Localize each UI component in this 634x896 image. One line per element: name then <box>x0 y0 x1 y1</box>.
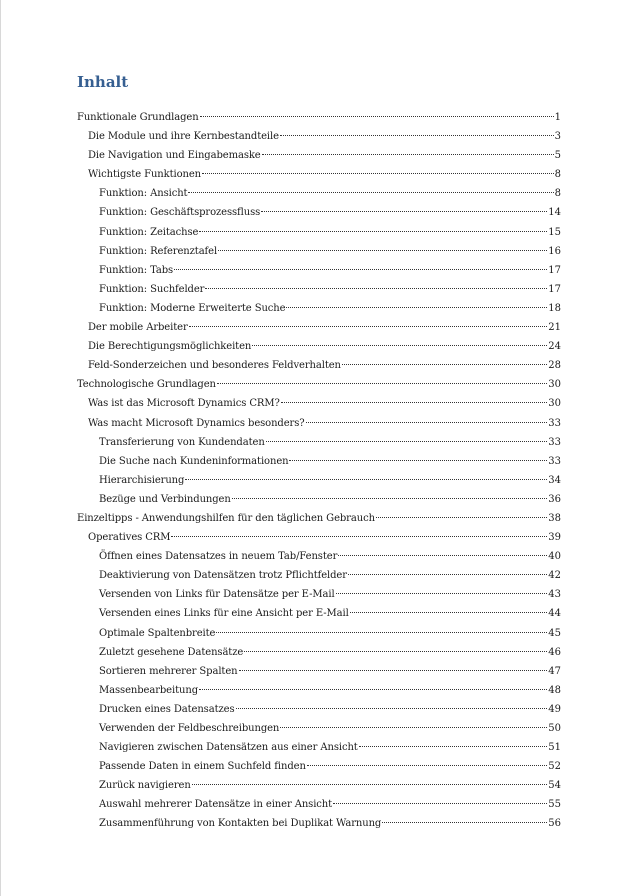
toc-entry-title: Hierarchisierung <box>99 474 185 486</box>
toc-entry[interactable] <box>77 318 561 337</box>
toc-page-number: 43 <box>548 589 561 601</box>
toc-dot-leader <box>261 211 547 212</box>
toc-dot-leader <box>286 307 547 308</box>
toc-entry-title: Die Module und ihre Kernbestandteile <box>88 131 279 143</box>
toc-page-number: 17 <box>548 283 561 295</box>
toc-entry[interactable] <box>77 814 561 833</box>
toc-entry-title: Bezüge und Verbindungen <box>99 493 231 505</box>
toc-dot-leader <box>336 593 548 594</box>
table-of-contents <box>77 108 561 834</box>
toc-entry[interactable] <box>77 452 561 471</box>
toc-entry[interactable] <box>77 414 561 433</box>
toc-page-number: 45 <box>548 627 561 639</box>
toc-entry[interactable] <box>77 795 561 814</box>
toc-entry[interactable] <box>77 700 561 719</box>
toc-page-number: 51 <box>548 742 561 754</box>
toc-entry[interactable] <box>77 433 561 452</box>
toc-entry[interactable] <box>77 681 561 700</box>
toc-page-number: 30 <box>548 379 561 391</box>
toc-entry-title: Wichtigste Funktionen <box>88 169 202 181</box>
toc-page-number: 16 <box>548 245 561 257</box>
toc-dot-leader <box>189 326 548 327</box>
toc-dot-leader <box>252 345 547 346</box>
toc-dot-leader <box>192 784 548 785</box>
toc-entry-title: Funktion: Geschäftsprozessfluss <box>99 207 261 219</box>
toc-entry[interactable] <box>77 375 561 394</box>
toc-page-number: 46 <box>548 646 561 658</box>
toc-dot-leader <box>239 670 548 671</box>
toc-entry[interactable] <box>77 566 561 585</box>
toc-dot-leader <box>171 536 547 537</box>
toc-dot-leader <box>216 632 547 633</box>
toc-dot-leader <box>280 727 547 728</box>
toc-dot-leader <box>348 574 547 575</box>
toc-entry-title: Sortieren mehrerer Spalten <box>99 665 238 677</box>
toc-heading: Inhalt <box>77 73 129 91</box>
toc-page-number: 8 <box>554 169 561 181</box>
toc-entry-title: Deaktivierung von Datensätzen trotz Pflichtfelder <box>99 570 347 582</box>
toc-dot-leader <box>376 517 547 518</box>
toc-dot-leader <box>202 173 554 174</box>
toc-entry-title: Einzeltipps - Anwendungshilfen für den täglichen Gebrauch <box>77 512 375 524</box>
toc-dot-leader <box>199 231 547 232</box>
toc-dot-leader <box>289 460 547 461</box>
toc-entry-title: Zuletzt gesehene Datensätze <box>99 646 244 658</box>
toc-dot-leader <box>280 135 554 136</box>
toc-entry-title: Transferierung von Kundendaten <box>99 436 265 448</box>
toc-entry[interactable] <box>77 165 561 184</box>
toc-entry[interactable] <box>77 471 561 490</box>
toc-entry[interactable] <box>77 184 561 203</box>
toc-dot-leader <box>185 479 547 480</box>
toc-entry[interactable] <box>77 662 561 681</box>
toc-page-number: 42 <box>548 570 561 582</box>
toc-page-number: 33 <box>548 455 561 467</box>
toc-page-number: 50 <box>548 723 561 734</box>
toc-entry[interactable] <box>77 337 561 356</box>
toc-entry-title: Funktionale Grundlagen <box>77 112 199 123</box>
toc-page-number: 21 <box>548 322 561 334</box>
toc-entry[interactable] <box>77 242 561 261</box>
toc-dot-leader <box>350 612 548 613</box>
toc-dot-leader <box>306 422 548 423</box>
toc-page-number: 33 <box>548 436 561 448</box>
toc-entry[interactable] <box>77 547 561 566</box>
toc-entry-title: Funktion: Referenztafel <box>99 245 218 257</box>
toc-entry-title: Passende Daten in einem Suchfeld finden <box>99 761 306 773</box>
toc-dot-leader <box>382 822 547 823</box>
toc-page-number: 54 <box>548 780 561 792</box>
toc-entry-title: Was macht Microsoft Dynamics besonders? <box>88 417 305 429</box>
toc-entry[interactable] <box>77 127 561 146</box>
toc-page-number: 15 <box>548 226 561 238</box>
toc-entry-title: Auswahl mehrerer Datensätze in einer Ansicht <box>99 799 333 811</box>
toc-dot-leader <box>244 651 547 652</box>
toc-entry[interactable] <box>77 719 561 738</box>
toc-page-number: 44 <box>548 608 561 620</box>
toc-page-number: 14 <box>548 207 561 219</box>
toc-page-number: 36 <box>548 493 561 505</box>
toc-page-number: 55 <box>548 799 561 811</box>
toc-entry-title: Funktion: Moderne Erweiterte Suche <box>99 302 286 314</box>
toc-entry-title: Funktion: Tabs <box>99 264 174 276</box>
toc-dot-leader <box>236 708 548 709</box>
toc-page-number: 17 <box>548 264 561 276</box>
toc-dot-leader <box>200 116 554 117</box>
toc-entry-title: Versenden von Links für Datensätze per E-Mail <box>99 589 335 601</box>
toc-dot-leader <box>218 250 547 251</box>
toc-dot-leader <box>205 288 547 289</box>
toc-entry-title: Feld-Sonderzeichen und besonderes Feldverhalten <box>88 360 341 372</box>
toc-entry-title: Öffnen eines Datensatzes in neuem Tab/Fenster <box>99 551 338 563</box>
toc-entry-title: Zurück navigieren <box>99 780 191 792</box>
toc-entry[interactable] <box>77 280 561 299</box>
toc-dot-leader <box>174 269 547 270</box>
toc-entry[interactable] <box>77 356 561 375</box>
toc-page-number: 33 <box>548 417 561 429</box>
toc-entry-title: Die Navigation und Eingabemaske <box>88 150 261 162</box>
toc-entry-title: Funktion: Ansicht <box>99 188 188 200</box>
toc-dot-leader <box>359 746 548 747</box>
toc-page-number: 30 <box>548 398 561 410</box>
toc-entry[interactable] <box>77 299 561 318</box>
toc-entry[interactable] <box>77 643 561 662</box>
toc-entry[interactable] <box>77 738 561 757</box>
toc-entry-title: Verwenden der Feldbeschreibungen <box>99 723 280 734</box>
toc-entry-title: Navigieren zwischen Datensätzen aus einer Ansicht <box>99 742 358 754</box>
toc-dot-leader <box>307 765 547 766</box>
toc-dot-leader <box>188 192 553 193</box>
toc-entry-title: Was ist das Microsoft Dynamics CRM? <box>88 398 280 410</box>
toc-entry-title: Die Suche nach Kundeninformationen <box>99 455 289 467</box>
toc-page-number: 5 <box>554 150 561 162</box>
toc-entry[interactable] <box>77 604 561 623</box>
toc-dot-leader <box>281 402 548 403</box>
toc-entry[interactable] <box>77 203 561 222</box>
toc-entry[interactable] <box>77 108 561 127</box>
toc-page-number: 1 <box>554 112 561 123</box>
toc-page-number: 39 <box>548 532 561 544</box>
toc-entry-title: Drucken eines Datensatzes <box>99 703 235 715</box>
toc-entry[interactable] <box>77 585 561 604</box>
toc-page-number: 34 <box>548 474 561 486</box>
toc-entry[interactable] <box>77 394 561 413</box>
toc-entry[interactable] <box>77 261 561 280</box>
toc-dot-leader <box>262 154 554 155</box>
toc-entry-title: Massenbearbeitung <box>99 684 199 696</box>
toc-page-number: 49 <box>548 703 561 715</box>
toc-page-number: 3 <box>554 131 561 143</box>
toc-page-number: 18 <box>548 302 561 314</box>
toc-entry-title: Optimale Spaltenbreite <box>99 627 216 639</box>
toc-page-number: 38 <box>548 512 561 524</box>
toc-page-number: 48 <box>548 684 561 696</box>
toc-entry-title: Funktion: Zeitachse <box>99 226 199 238</box>
toc-page-number: 40 <box>548 551 561 563</box>
toc-dot-leader <box>217 383 547 384</box>
toc-entry-title: Der mobile Arbeiter <box>88 322 188 334</box>
toc-entry[interactable] <box>77 624 561 643</box>
toc-entry-title: Funktion: Suchfelder <box>99 283 205 295</box>
toc-dot-leader <box>342 364 547 365</box>
toc-entry-title: Versenden eines Links für eine Ansicht per E-Mail <box>99 608 349 620</box>
toc-entry-title: Zusammenführung von Kontakten bei Duplikat Warnung <box>99 818 382 830</box>
toc-page-number: 24 <box>548 341 561 353</box>
toc-dot-leader <box>232 498 548 499</box>
toc-entry[interactable] <box>77 757 561 776</box>
toc-entry[interactable] <box>77 776 561 795</box>
toc-entry-title: Operatives CRM <box>88 532 171 544</box>
toc-entry[interactable] <box>77 509 561 528</box>
toc-page-number: 47 <box>548 665 561 677</box>
toc-entry[interactable] <box>77 223 561 242</box>
toc-dot-leader <box>199 689 547 690</box>
toc-entry[interactable] <box>77 490 561 509</box>
toc-dot-leader <box>266 441 548 442</box>
toc-dot-leader <box>338 555 547 556</box>
toc-page-number: 52 <box>548 761 561 773</box>
toc-entry-title: Die Berechtigungsmöglichkeiten <box>88 341 252 353</box>
toc-dot-leader <box>333 803 547 804</box>
toc-entry-title: Technologische Grundlagen <box>77 379 216 391</box>
toc-entry[interactable] <box>77 146 561 165</box>
toc-entry[interactable] <box>77 528 561 547</box>
toc-page-number: 28 <box>548 360 561 372</box>
toc-page-number: 8 <box>554 188 561 200</box>
toc-page-number: 56 <box>548 818 561 830</box>
